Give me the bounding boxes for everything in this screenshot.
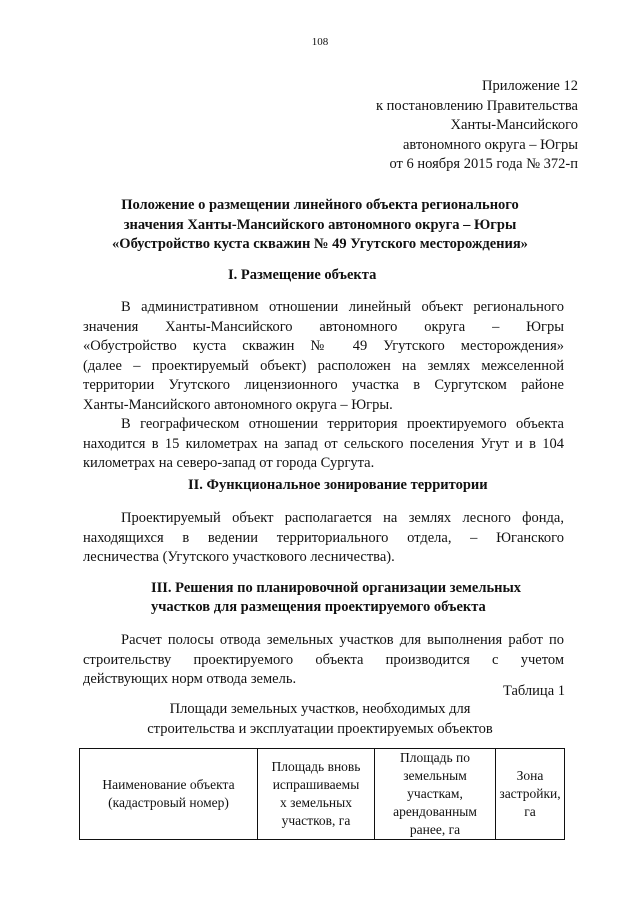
header-line: х земельных (280, 795, 352, 810)
paragraph-line: «Обустройство куста скважин № 49 Угутского месторождения» (83, 338, 564, 354)
paragraph-line: действующих норм отвода земель. (83, 671, 297, 687)
paragraph-line: строительству проектируемого объекта производится с учетом (83, 651, 564, 668)
appendix-line: Ханты-Мансийского (450, 117, 578, 133)
header-line: (кадастровый номер) (108, 795, 229, 810)
appendix-line: от 6 ноября 2015 года № 372-п (389, 156, 578, 172)
paragraph-line: (далее – проектируемый объект) расположен на землях межселенной (83, 357, 564, 374)
header-line: Зона (516, 768, 544, 783)
paragraph-line: территории Угутского лицензионного участка в Сургутском районе (83, 377, 564, 393)
paragraph-line: Расчет полосы отвода земельных участков для выполнения работ по (121, 632, 564, 648)
header-line: участкам, (407, 786, 463, 801)
paragraph-line: находящихся в ведении территориального отдела, – Юганского (83, 529, 564, 546)
document-title (70, 196, 570, 255)
header-line: Наименование объекта (102, 777, 235, 792)
table-title (70, 700, 570, 739)
header-line: Площадь вновь (271, 759, 361, 774)
paragraph-line: В географическом отношении территория проектируемого объекта (121, 416, 564, 432)
appendix-line: к постановлению Правительства (376, 97, 578, 114)
header-build-zone (496, 749, 565, 840)
header-new-area (258, 749, 375, 840)
title-line: значения Ханты-Мансийского автономного округа – Югры (123, 216, 517, 233)
appendix-line: Приложение 12 (482, 78, 578, 94)
header-line: ранее, га (409, 822, 461, 837)
paragraph-line: километрах на северо-запад от города Сургута. (83, 455, 375, 471)
header-leased-area (375, 749, 496, 840)
section-1-paragraph-1 (83, 298, 564, 415)
paragraph-line: Ханты-Мансийского автономного округа – Югры. (83, 396, 393, 413)
section-3-heading-line-1: III. Решения по планировочной организации земельных (151, 580, 522, 596)
header-line: участков, га (281, 813, 351, 828)
section-3-heading-line-2: участков для размещения проектируемого объекта (151, 599, 486, 615)
page-number: 108 (311, 36, 329, 48)
paragraph-line: значения Ханты-Мансийского автономного округа – Югры (83, 318, 564, 335)
table-title-line: строительства и эксплуатации проектируемых объектов (147, 720, 493, 737)
section-2-heading: II. Функциональное зонирование территории (188, 477, 488, 493)
header-line: арендованным (393, 804, 477, 819)
header-object-name (80, 749, 258, 840)
paragraph-line: находится в 15 километрах на запад от сельского поселения Угут и в 104 (83, 435, 564, 452)
table-title-line: Площади земельных участков, необходимых для (169, 701, 471, 717)
section-2-paragraph-1 (83, 509, 564, 568)
header-line: застройки, га (499, 786, 561, 819)
section-1-paragraph-2 (83, 415, 564, 474)
header-line: земельным (403, 768, 467, 783)
section-1-heading: I. Размещение объекта (228, 267, 377, 283)
section-3-paragraph-1 (83, 631, 564, 690)
appendix-line: автономного округа – Югры (402, 136, 578, 153)
paragraph-line: лесничества (Угутского участкового лесничества). (83, 549, 395, 565)
appendix-header (376, 77, 578, 175)
paragraph-line: В административном отношении линейный объект регионального (121, 299, 564, 315)
header-line: испрашиваемы (272, 777, 360, 792)
title-line: «Обустройство куста скважин № 49 Угутского месторождения» (112, 236, 528, 252)
table-number: Таблица 1 (502, 683, 565, 699)
table-header-row (80, 749, 565, 840)
title-line: Положение о размещении линейного объекта регионального (121, 197, 519, 213)
header-line: Площадь по (400, 750, 470, 765)
paragraph-line: Проектируемый объект располагается на землях лесного фонда, (121, 510, 564, 526)
land-area-table (79, 748, 565, 840)
